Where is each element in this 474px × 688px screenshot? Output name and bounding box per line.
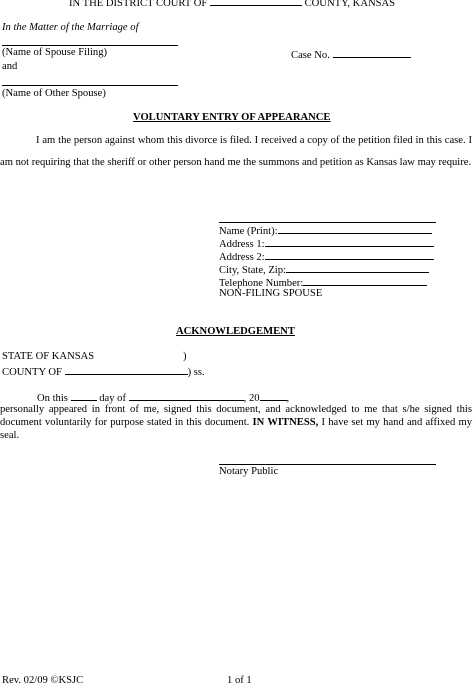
ack-body: personally appeared in front of me, signed this document, and acknowledged to me that s/he signed this document voluntarily for purpose stated in this document. IN WITNESS, I have set my hand and affixed my seal. <box>0 404 473 441</box>
address1-row: Address 1: <box>219 236 434 250</box>
spouse-filing-label: (Name of Spouse Filing) <box>2 47 108 58</box>
revision-label: Rev. 02/09 ©KSJC <box>2 675 84 686</box>
entry-title: VOLUNTARY ENTRY OF APPEARANCE <box>133 112 331 123</box>
spouse-filing-line[interactable] <box>2 45 178 46</box>
and-label: and <box>2 61 18 72</box>
name-row: Name (Print): <box>219 223 432 237</box>
phone-row: Telephone Number: <box>219 275 427 289</box>
county-row <box>2 364 205 380</box>
notary-label: Notary Public <box>219 466 279 477</box>
case-no-label: Case No. <box>291 50 330 61</box>
entry-body: I am the person against whom this divorce is filed. I received a copy of the petition filed in this case. I am not requiring that the sheriff or other person hand me the summons and petition as Kansas law may require. <box>0 135 472 168</box>
city-blank[interactable] <box>286 262 429 273</box>
other-spouse-label: (Name of Other Spouse) <box>2 88 106 99</box>
notary-line[interactable] <box>219 464 436 465</box>
city-row: City, State, Zip: <box>219 262 429 276</box>
date-row: On this day of , 20 , <box>37 390 289 406</box>
state-paren: ) <box>183 351 187 362</box>
ss-label: ) ss. <box>187 367 205 378</box>
witness-label: IN WITNESS, <box>252 417 319 428</box>
ack-county-blank[interactable] <box>65 364 188 375</box>
case-number <box>291 47 411 63</box>
phone-blank[interactable] <box>303 275 427 286</box>
other-spouse-line[interactable] <box>2 85 178 86</box>
name-blank[interactable] <box>278 223 432 234</box>
court-header <box>69 0 395 11</box>
day-blank[interactable] <box>71 390 97 401</box>
address2-blank[interactable] <box>265 249 434 260</box>
year-blank[interactable] <box>260 390 287 401</box>
address2-row: Address 2: <box>219 249 434 263</box>
county-label: COUNTY OF <box>2 367 62 378</box>
state-label: STATE OF KANSAS <box>2 351 95 362</box>
court-prefix: IN THE DISTRICT COURT OF <box>69 0 208 9</box>
county-blank[interactable] <box>210 0 302 6</box>
page-number: 1 of 1 <box>227 675 252 686</box>
court-suffix: COUNTY, KANSAS <box>304 0 396 9</box>
address1-blank[interactable] <box>265 236 434 247</box>
matter-line: In the Matter of the Marriage of <box>2 22 139 33</box>
case-no-blank[interactable] <box>333 47 411 58</box>
month-blank[interactable] <box>129 390 244 401</box>
non-filing-label: NON-FILING SPOUSE <box>219 288 323 299</box>
ack-title: ACKNOWLEDGEMENT <box>176 326 295 337</box>
